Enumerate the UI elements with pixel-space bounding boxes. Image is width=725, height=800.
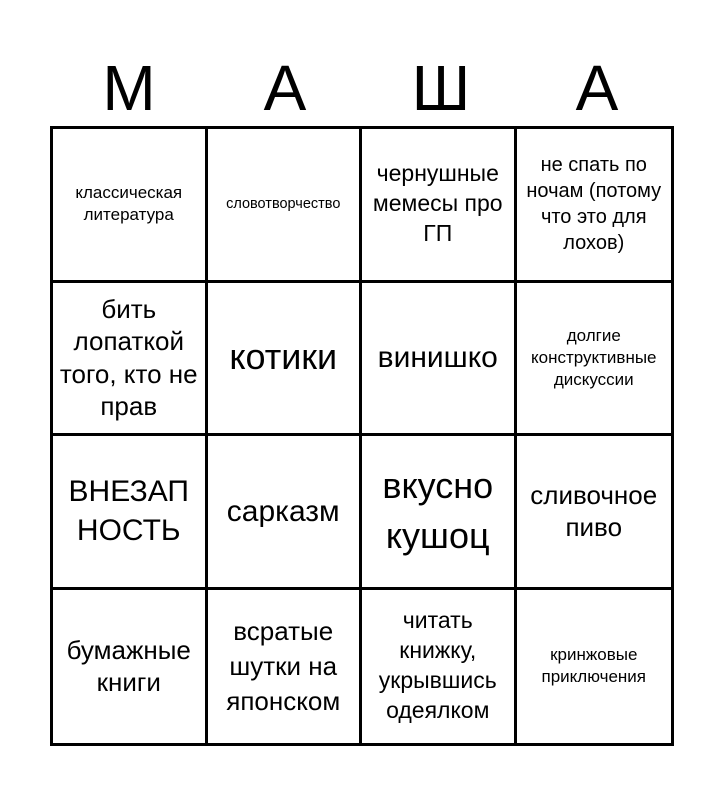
cell-text: кринжовые приключения — [541, 645, 646, 687]
cell-text: читать книжку, укрывшись одеялком — [378, 607, 497, 724]
bingo-header — [51, 52, 675, 124]
bingo-cell[interactable] — [208, 129, 363, 283]
bingo-cell[interactable] — [517, 283, 672, 437]
bingo-cell[interactable] — [53, 283, 208, 437]
cell-text: вкусно кушоц — [382, 464, 494, 557]
bingo-cell[interactable] — [517, 129, 672, 283]
bingo-cell[interactable] — [362, 283, 517, 437]
bingo-cell[interactable] — [53, 590, 208, 744]
bingo-cell[interactable] — [362, 129, 517, 283]
header-letter-a: А — [263, 52, 307, 124]
cell-text: сливочное пиво — [530, 479, 658, 543]
bingo-cell[interactable] — [53, 436, 208, 590]
cell-text: винишко — [377, 341, 498, 374]
header-letter-sha: Ш — [411, 52, 471, 124]
cell-text: котики — [229, 336, 338, 378]
bingo-cell[interactable] — [53, 129, 208, 283]
bingo-cell[interactable] — [362, 590, 517, 744]
cell-text: бумажные книги — [66, 634, 191, 698]
bingo-board — [50, 126, 674, 746]
bingo-cell[interactable] — [517, 590, 672, 744]
cell-text: словотворчество — [226, 196, 341, 213]
header-letter-m: М — [102, 52, 156, 124]
cell-text: долгие конструктивные дискуссии — [530, 325, 657, 389]
cell-text: чернушные мемесы про ГП — [372, 160, 503, 247]
bingo-cell[interactable] — [517, 436, 672, 590]
cell-text: не спать по ночам (потому что это для лохов) — [526, 154, 662, 255]
cell-text: сарказм — [226, 494, 340, 528]
cell-text: бить лопаткой того, кто не прав — [59, 293, 198, 422]
bingo-cell[interactable] — [208, 590, 363, 744]
bingo-cell[interactable] — [208, 283, 363, 437]
cell-text: ВНЕЗАПНОСТЬ — [68, 475, 189, 548]
bingo-cell[interactable] — [362, 436, 517, 590]
header-letter-a-last: А — [575, 52, 619, 124]
cell-text: всратые шутки на японском — [226, 615, 341, 716]
bingo-cell[interactable] — [208, 436, 363, 590]
cell-text: классическая литература — [75, 183, 183, 225]
